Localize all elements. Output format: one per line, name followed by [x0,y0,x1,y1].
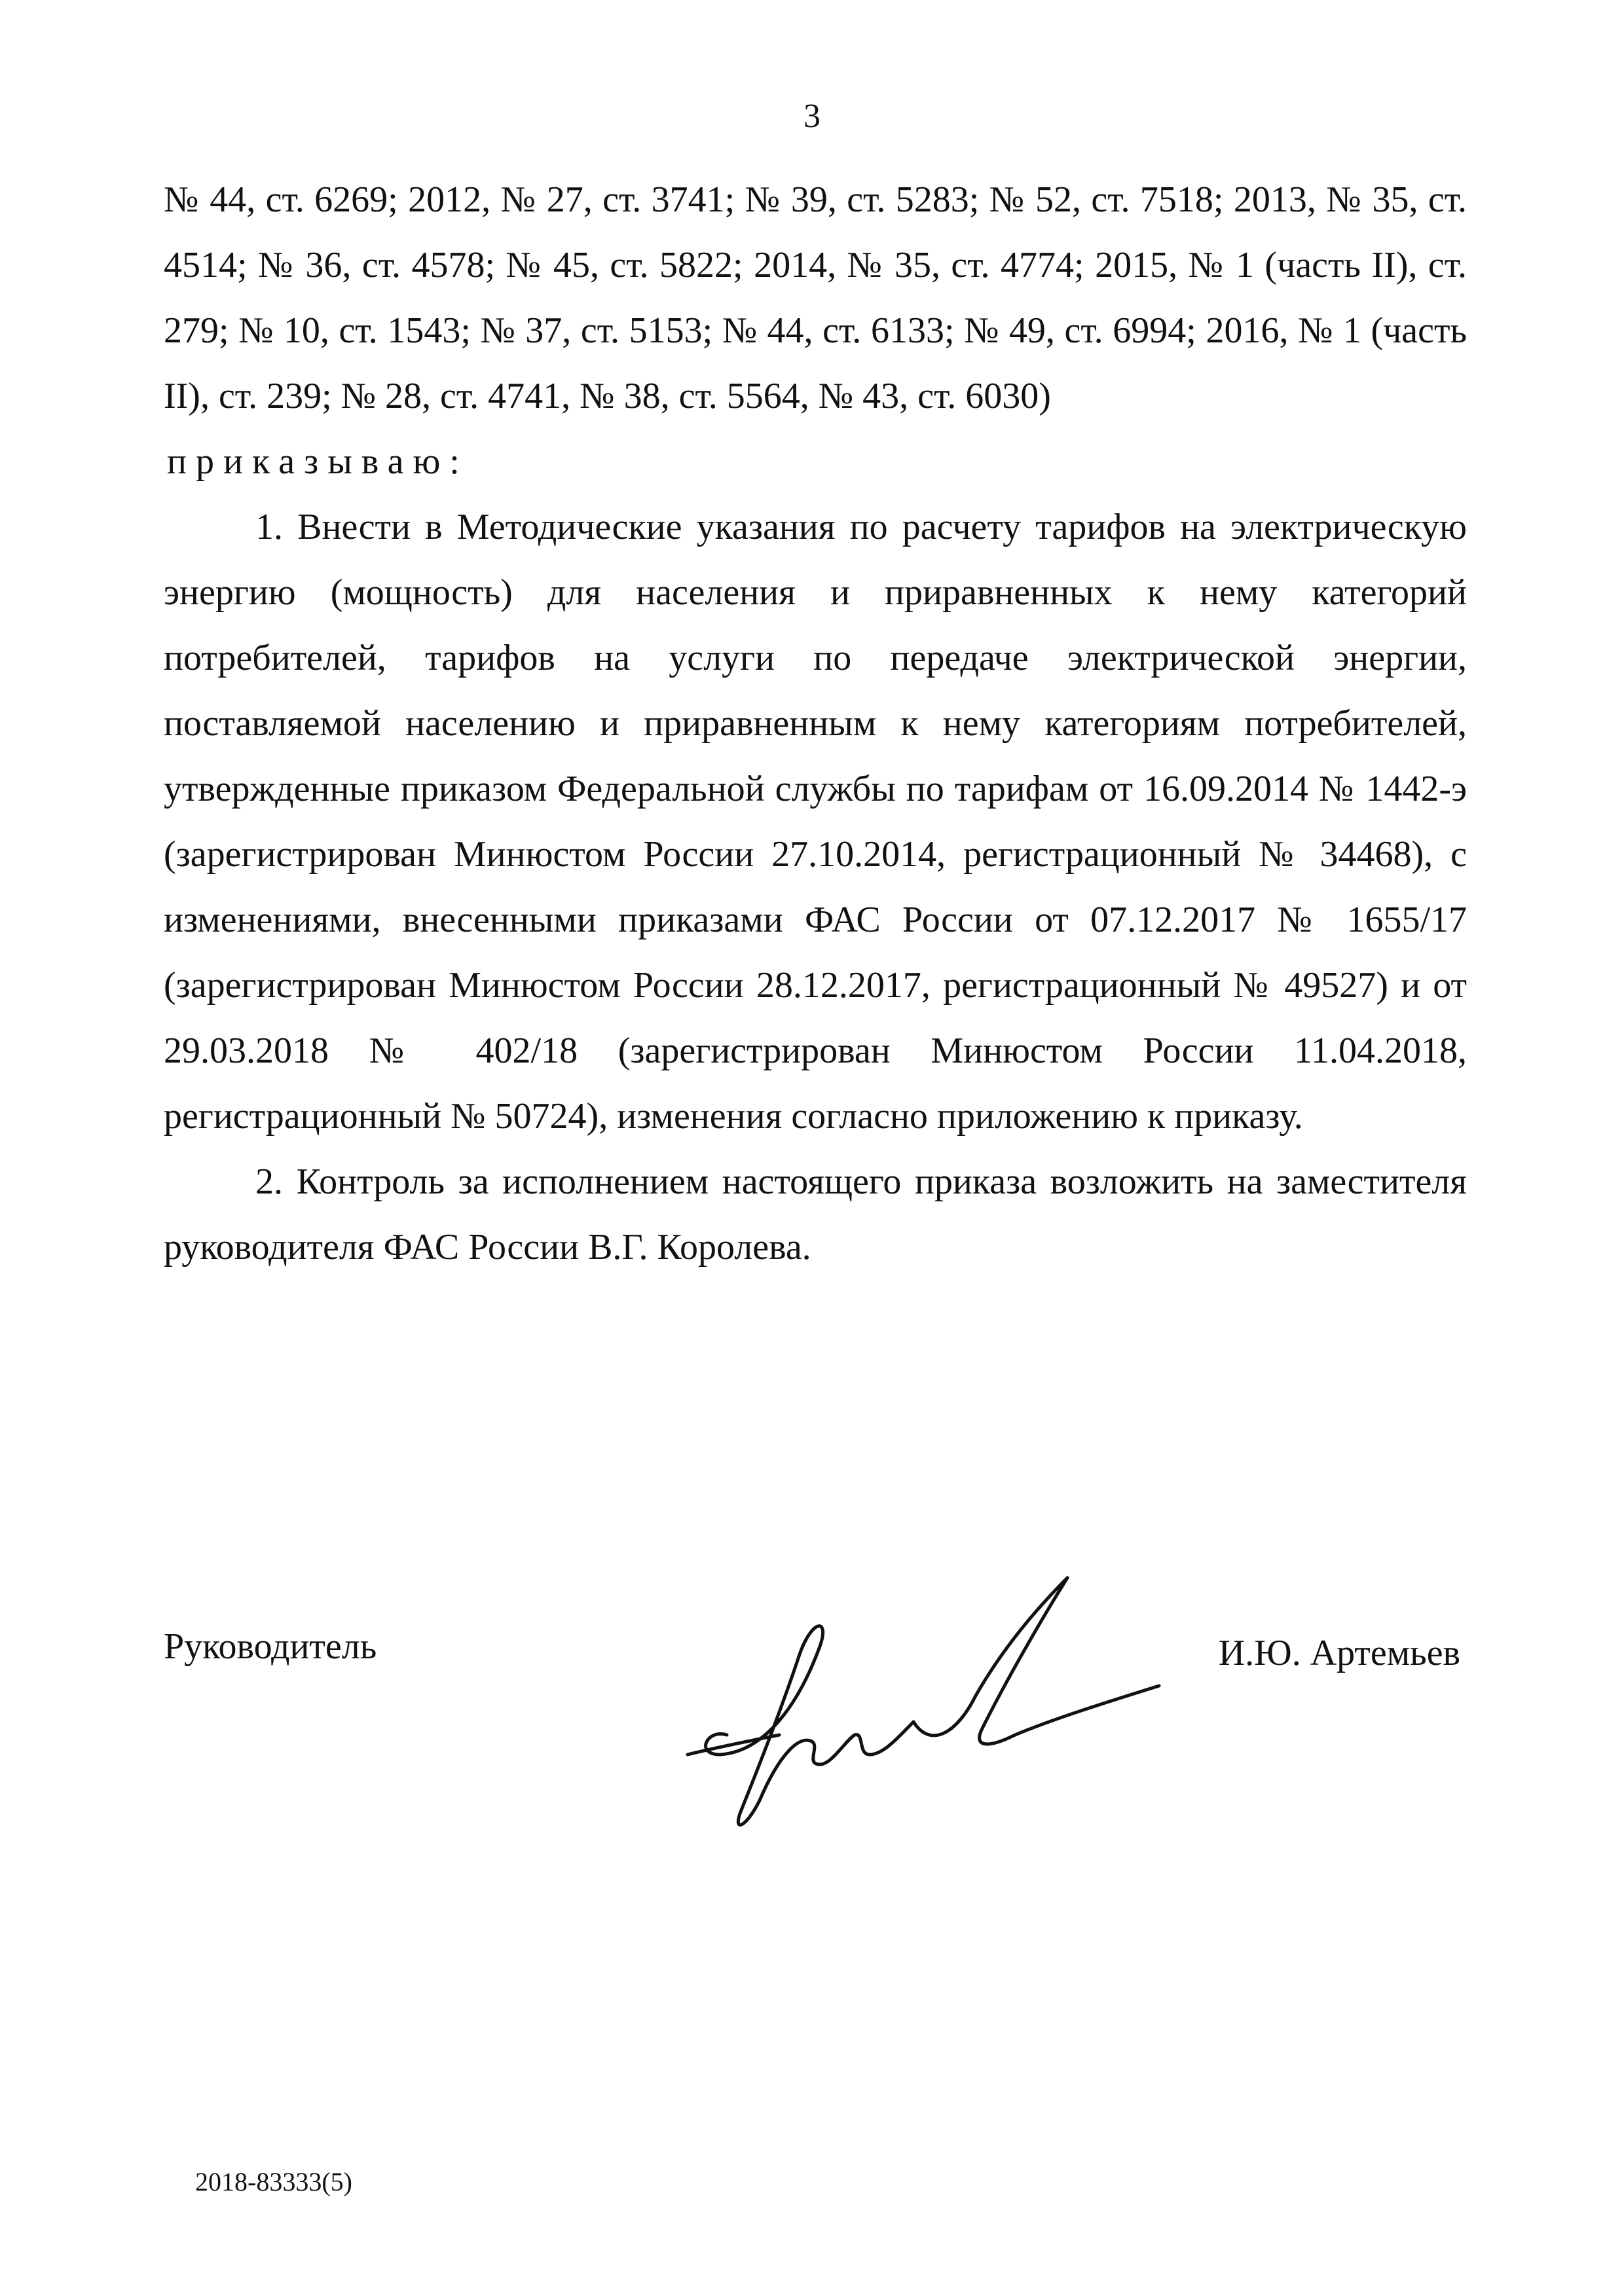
signature-stroke-3 [980,1578,1159,1744]
paragraph-2: 2. Контроль за исполнением настоящего приказа возложить на заместителя руководителя ФАС России В.Г. Королева. [164,1161,1467,1267]
document-body [164,167,1467,1280]
page-number: 3 [803,98,821,135]
signature-stroke-1 [706,1626,913,1825]
citation-paragraph: № 44, ст. 6269; 2012, № 27, ст. 3741; № 39, ст. 5283; № 52, ст. 7518; 2013, № 35, ст. 4514; № 36, ст. 4578; № 45, ст. 5822; 2014, № 35, ст. 4774; 2015, № 1 (часть II), ст. 279; № 10, ст. 1543; № 37, ст. 5153; № 44, ст. 6133; № 49, ст. 6994; 2016, № 1 (часть II), ст. 239; № 28, ст. 4741, № 38, ст. 5564, № 43, ст. 6030) [164,179,1467,416]
signature-block [164,1624,1467,1820]
signatory-position: Руководитель [164,1626,377,1667]
paragraph-1: 1. Внести в Методические указания по расчету тарифов на электрическую энергию (мощность) для населения и приравненных к нему категорий потребителей, тарифов на услуги по передаче электрической энергии, поставляемой населению и приравненным к нему категориям потребителей, утвержденные приказом Федеральной службы по тарифам от 16.09.2014 № 1442-э (зарегистрирован Минюстом России 27.10.2014, регистрационный № 34468), с изменениями, внесенными приказами ФАС России от 07.12.2017 № 1655/17 (зарегистрирован Минюстом России 28.12.2017, регистрационный № 49527) и от 29.03.2018 № 402/18 (зарегистрирован Минюстом России 11.04.2018, регистрационный № 50724), изменения согласно приложению к приказу. [164,507,1467,1137]
signatory-name: И.Ю. Артемьев [1218,1633,1460,1673]
document-id: 2018-83333(5) [195,2167,352,2196]
handwritten-signature [648,1539,1238,1866]
order-word: приказываю: [167,441,469,482]
